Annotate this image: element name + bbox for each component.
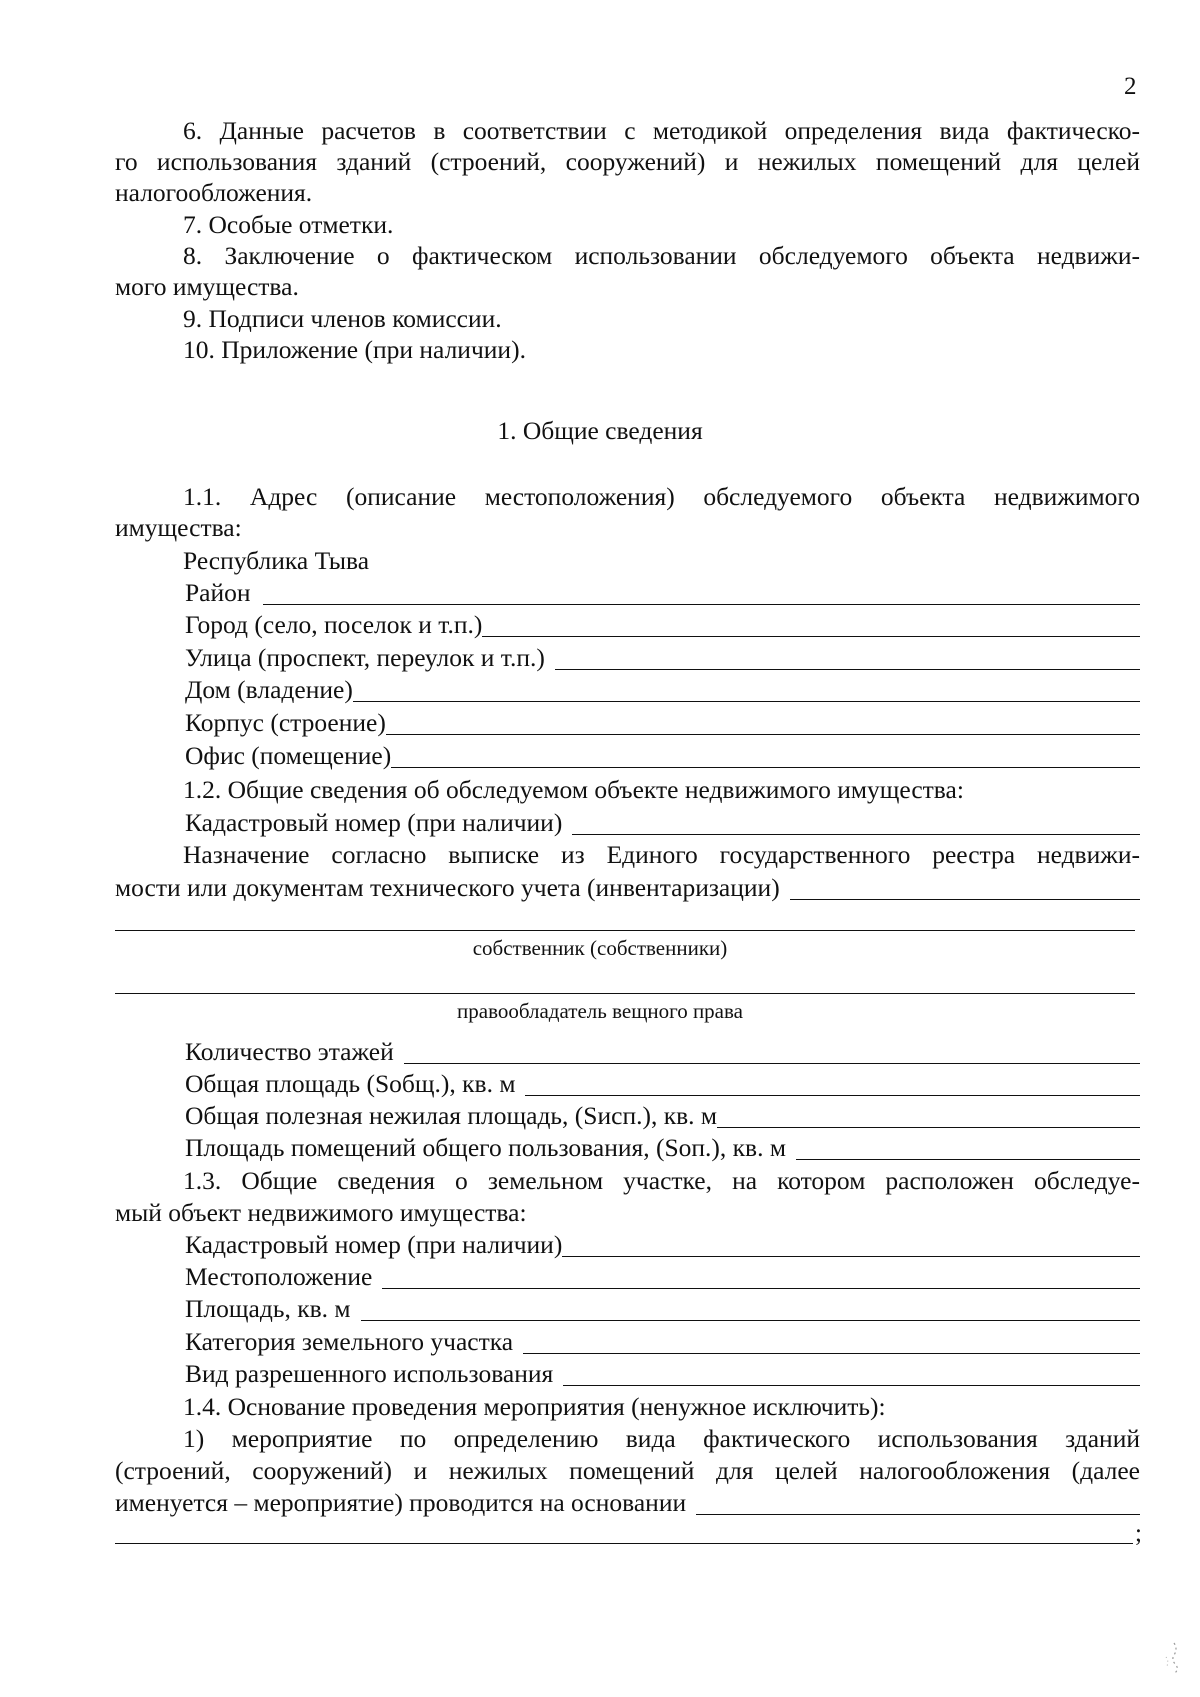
cadastral-blank[interactable] xyxy=(572,812,1140,835)
owner-blank-line[interactable] xyxy=(115,930,1135,931)
permitted-use-field[interactable] xyxy=(185,1359,1140,1389)
scan-speck-icon xyxy=(1160,1637,1186,1677)
land-category-field[interactable] xyxy=(185,1327,1140,1357)
office-blank[interactable] xyxy=(391,745,1140,768)
basis-field[interactable] xyxy=(115,1488,1140,1518)
total-area-label: Общая площадь (Sобщ.), кв. м xyxy=(185,1069,516,1098)
cadastral-label: Кадастровый номер (при наличии) xyxy=(185,808,563,837)
common-area-blank[interactable] xyxy=(796,1137,1140,1160)
paragraph-1-1-line-2: имущества: xyxy=(115,513,242,542)
basis-label: именуется – мероприятие) проводится на основании xyxy=(115,1488,687,1517)
street-blank[interactable] xyxy=(555,647,1140,670)
useful-area-blank[interactable] xyxy=(717,1105,1140,1128)
land-cadastral-field[interactable] xyxy=(185,1230,1140,1260)
republic-label: Республика Тыва xyxy=(183,546,370,575)
list-item-8-line-2: мого имущества. xyxy=(115,272,299,301)
page-number: 2 xyxy=(1124,73,1137,100)
holder-caption: правообладатель вещного права xyxy=(457,999,743,1023)
land-category-label: Категория земельного участка xyxy=(185,1327,514,1356)
floors-label: Количество этажей xyxy=(185,1037,394,1066)
end-semicolon: ; xyxy=(1135,1520,1142,1547)
land-area-field[interactable] xyxy=(185,1294,1140,1324)
basis-blank[interactable] xyxy=(696,1492,1140,1515)
purpose-field[interactable] xyxy=(115,873,1140,903)
common-area-field[interactable] xyxy=(185,1133,1140,1163)
section-heading: 1. Общие сведения xyxy=(497,416,703,445)
land-cadastral-label: Кадастровый номер (при наличии) xyxy=(185,1230,563,1259)
building-blank[interactable] xyxy=(386,712,1140,735)
street-field[interactable] xyxy=(185,643,1140,673)
city-label: Город (село, поселок и т.п.) xyxy=(185,610,483,639)
owner-caption: собственник (собственники) xyxy=(472,936,728,960)
street-label: Улица (проспект, переулок и т.п.) xyxy=(185,643,545,672)
land-area-label: Площадь, кв. м xyxy=(185,1294,351,1323)
land-cadastral-blank[interactable] xyxy=(562,1234,1140,1257)
district-blank[interactable] xyxy=(263,582,1140,605)
building-field[interactable] xyxy=(185,708,1140,738)
floors-field[interactable] xyxy=(185,1037,1140,1067)
building-label: Корпус (строение) xyxy=(185,708,386,737)
list-item-7: 7. Особые отметки. xyxy=(183,210,394,239)
location-field[interactable] xyxy=(185,1262,1140,1292)
purpose-label: мости или документам технического учета (инвентаризации) xyxy=(115,873,780,902)
paragraph-1-3-line-2: мый объект недвижимого имущества: xyxy=(115,1198,527,1227)
paragraph-1-3-line-1: 1.3. Общие сведения о земельном участке, на котором расположен обследуе- xyxy=(183,1166,1140,1195)
total-area-field[interactable] xyxy=(185,1069,1140,1099)
useful-area-label: Общая полезная нежилая площадь, (Sисп.), кв. м xyxy=(185,1101,718,1130)
paragraph-1-4-1-line-2: (строений, сооружений) и нежилых помещений для целей налогообложения (далее xyxy=(115,1456,1140,1485)
office-label: Офис (помещение) xyxy=(185,741,392,770)
total-area-blank[interactable] xyxy=(525,1073,1140,1096)
purpose-line-1: Назначение согласно выписке из Единого государственного реестра недвижи- xyxy=(183,840,1140,869)
common-area-label: Площадь помещений общего пользования, (Sоп.), кв. м xyxy=(185,1133,786,1162)
house-field[interactable] xyxy=(185,675,1140,705)
land-category-blank[interactable] xyxy=(523,1331,1140,1354)
city-blank[interactable] xyxy=(482,614,1140,637)
land-area-blank[interactable] xyxy=(361,1298,1140,1321)
cadastral-field[interactable] xyxy=(185,808,1140,838)
paragraph-1-2: 1.2. Общие сведения об обследуемом объекте недвижимого имущества: xyxy=(183,775,964,804)
list-item-6-line-1: 6. Данные расчетов в соответствии с методикой определения вида фактическо- xyxy=(183,116,1140,145)
purpose-blank[interactable] xyxy=(790,877,1140,900)
list-item-6-line-3: налогообложения. xyxy=(115,178,313,207)
house-label: Дом (владение) xyxy=(185,675,353,704)
paragraph-1-1-line-1: 1.1. Адрес (описание местоположения) обследуемого объекта недвижимого xyxy=(183,482,1140,511)
permitted-use-blank[interactable] xyxy=(563,1363,1140,1386)
district-label: Район xyxy=(185,578,251,607)
basis-continuation-line[interactable] xyxy=(115,1543,1133,1544)
list-item-9: 9. Подписи членов комиссии. xyxy=(183,304,502,333)
floors-blank[interactable] xyxy=(404,1041,1140,1064)
list-item-6-line-2: го использования зданий (строений, сооружений) и нежилых помещений для целей xyxy=(115,147,1140,176)
list-item-10: 10. Приложение (при наличии). xyxy=(183,335,526,364)
house-blank[interactable] xyxy=(353,679,1140,702)
permitted-use-label: Вид разрешенного использования xyxy=(185,1359,554,1388)
holder-blank-line[interactable] xyxy=(115,993,1135,994)
list-item-8-line-1: 8. Заключение о фактическом использовании обследуемого объекта недвижи- xyxy=(183,241,1140,270)
paragraph-1-4: 1.4. Основание проведения мероприятия (ненужное исключить): xyxy=(183,1392,886,1421)
district-field[interactable] xyxy=(185,578,1140,608)
office-field[interactable] xyxy=(185,741,1140,771)
location-blank[interactable] xyxy=(382,1266,1140,1289)
location-label: Местоположение xyxy=(185,1262,373,1291)
city-field[interactable] xyxy=(185,610,1140,640)
paragraph-1-4-1-line-1: 1) мероприятие по определению вида фактического использования зданий xyxy=(183,1424,1140,1453)
useful-area-field[interactable] xyxy=(185,1101,1140,1131)
